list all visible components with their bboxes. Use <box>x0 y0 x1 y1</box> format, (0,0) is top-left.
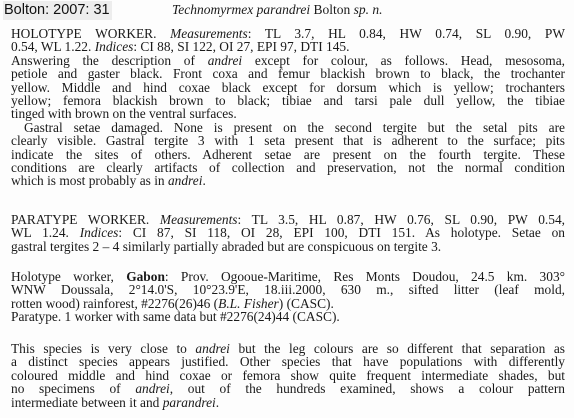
text-line: Holotype worker, Gabon: Prov. Ogooue-Maritime, Res Monts Doudou, 24.5 km. 303° <box>11 269 566 284</box>
species-title <box>172 2 383 18</box>
species-name: Technomyrmex parandrei <box>172 2 311 17</box>
material-examined <box>11 270 565 324</box>
text-line: Answering the description of andrei except for colour, as follows. Head, mesosoma, <box>11 52 565 68</box>
text-line: conditions are clearly artifacts of collection and preservation, not the normal condition <box>11 160 565 176</box>
text-line: no specimens of andrei, out of the hundreds examined, shows a colour pattern <box>11 381 565 397</box>
text-line: Gastral setae damaged. None is present on the second tergite but the setal pits are <box>24 119 565 135</box>
text-line: 0.54, WL 1.22. Indices: CI 88, SI 122, OI 27, EPI 97, DTI 145. <box>11 39 350 55</box>
species-status: sp. n. <box>353 2 383 17</box>
text-line: This species is very close to andrei but the leg colours are so different that separation as <box>11 341 565 356</box>
text-line: coloured middle and hind coxae or femora show quite frequent intermediate shades, but <box>11 367 565 383</box>
page-header <box>0 0 574 22</box>
country-name: Gabon <box>126 269 165 284</box>
text-line: petiole and gaster black. Front coxa and femur blackish brown to black, the trochanter <box>11 66 565 82</box>
text-line: HOLOTYPE WORKER. Measurements: TL 3.7, HL 0.84, HW 0.74, SL 0.90, PW <box>11 26 565 41</box>
text-line: yellow; femora blackish brown to black; tibiae and tarsi pale dull yellow, the tibiae <box>11 93 565 109</box>
text-line: intermediate between it and parandrei. <box>11 394 220 410</box>
text-line: PARATYPE WORKER. Measurements: TL 3.5, HL 0.87, HW 0.76, SL 0.90, PW 0.54, <box>11 212 565 227</box>
citation-label: Bolton: 2007: 31 <box>4 2 110 18</box>
text-line: which is most probably as in andrei. <box>11 173 206 189</box>
holotype-description <box>11 27 565 188</box>
text-line: yellow. Middle and hind coxae black except for dorsum which is yellow; trochanters <box>11 79 565 95</box>
text-line: Paratype. 1 worker with same data but #2276(24)44 (CASC). <box>11 309 340 325</box>
discussion-paragraph <box>11 342 565 409</box>
text-line: indicate the sites of others. Adherent setae are present on the fourth tergite. These <box>11 146 565 162</box>
text-line: WNW Doussala, 2°14.0'S, 10°23.9'E, 18.iii.2000, 630 m., sifted litter (leaf mold, <box>11 282 565 298</box>
text-line: WL 1.24. Indices: CI 87, SI 118, OI 28, EPI 100, DTI 151. As holotype. Setae on <box>11 225 565 241</box>
text-line: rotten wood) rainforest, #2276(26)46 (B.L. Fisher) (CASC). <box>11 295 334 311</box>
text-line: clearly visible. Gastral tergite 3 with 1 seta present that is adherent to the surface; pits <box>11 133 565 149</box>
text-line: a distinct species appears justified. Other species that have populations with differently <box>11 354 565 370</box>
text-line: gastral tergites 2 – 4 similarly partially abraded but are conspicuous on tergite 3. <box>11 238 442 254</box>
species-author: Bolton <box>313 2 351 17</box>
paratype-description <box>11 213 565 253</box>
text-line: tinged with brown on the ventral surfaces. <box>11 106 237 122</box>
